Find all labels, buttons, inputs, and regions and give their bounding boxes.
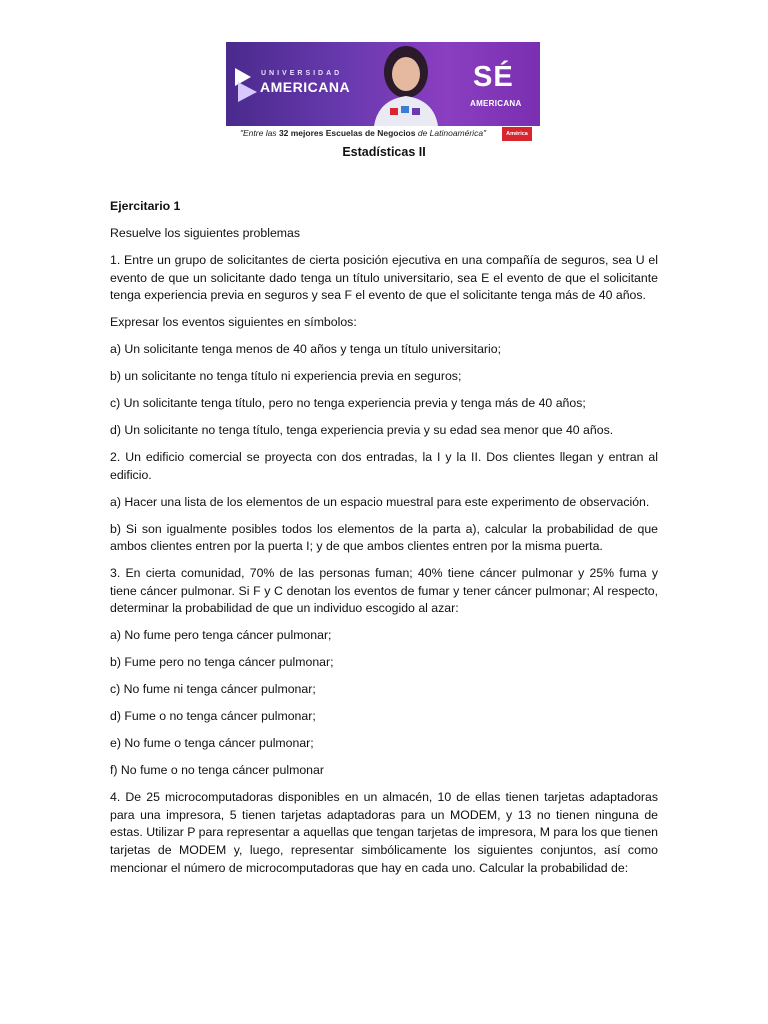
slogan-americana: AMERICANA bbox=[470, 99, 522, 108]
student-photo bbox=[356, 42, 456, 126]
university-small-label: UNIVERSIDAD bbox=[261, 70, 343, 77]
tagline-post: de Latinoamérica" bbox=[415, 128, 487, 138]
problem-2-a: a) Hacer una lista de los elementos de un espacio muestral para este experimento de observación. bbox=[110, 494, 650, 509]
slogan-se: SÉ bbox=[473, 61, 514, 93]
problem-3-e: e) No fume o tenga cáncer pulmonar; bbox=[110, 736, 314, 751]
instruction: Resuelve los siguientes problemas bbox=[110, 225, 301, 240]
tagline bbox=[240, 128, 486, 138]
problem-3: 3. En cierta comunidad, 70% de las personas fuman; 40% tiene cáncer pulmonar y 25% fuma y tiene cáncer pulmonar. Si F y C denotan los eventos de fumar y tener cáncer pulmonar; Al respecto, determinar la probabilidad de que un individuo escogido al azar: bbox=[110, 566, 658, 616]
problem-1-prompt: Expresar los eventos siguientes en símbolos: bbox=[110, 315, 357, 330]
problem-3-a: a) No fume pero tenga cáncer pulmonar; bbox=[110, 628, 332, 643]
problem-1-a: a) Un solicitante tenga menos de 40 años y tenga un título universitario; bbox=[110, 342, 502, 357]
header-banner bbox=[226, 42, 540, 126]
problem-1-c: c) Un solicitante tenga título, pero no tenga experiencia previa y tenga más de 40 años; bbox=[110, 396, 586, 411]
problem-2-b: b) Si son igualmente posibles todos los elementos de la parta a), calcular la probabilidad de que ambos clientes entren por la puerta I; y de que ambos clientes entren por la misma puerta. bbox=[110, 521, 658, 554]
section-heading: Ejercitario 1 bbox=[110, 199, 181, 213]
tagline-pre: "Entre las bbox=[240, 128, 279, 138]
problem-1: 1. Entre un grupo de solicitantes de cierta posición ejecutiva en una compañía de seguros, sea U el evento de que un solicitante dado tenga un título universitario, sea E el evento de que el solicitante tenga experiencia previa en seguros y sea F el evento de que el solicitante tenga más de 40 años. bbox=[110, 252, 658, 303]
problem-3-b: b) Fume pero no tenga cáncer pulmonar; bbox=[110, 655, 334, 670]
tagline-bold: 32 mejores Escuelas de Negocios bbox=[278, 128, 416, 138]
document-body bbox=[110, 198, 658, 887]
university-logo-icon bbox=[235, 68, 259, 102]
problem-1-d: d) Un solicitante no tenga título, tenga experiencia previa y su edad sea menor que 40 años. bbox=[110, 423, 614, 438]
university-name: AMERICANA bbox=[260, 79, 351, 95]
problem-1-b: b) un solicitante no tenga título ni experiencia previa en seguros; bbox=[110, 369, 462, 384]
problem-3-c: c) No fume ni tenga cáncer pulmonar; bbox=[110, 682, 316, 697]
document-title: Estadísticas II bbox=[342, 145, 426, 159]
problem-4: 4. De 25 microcomputadoras disponibles en un almacén, 10 de ellas tienen tarjetas adaptadoras para una impresora, 5 tienen tarjetas adaptadoras para un MODEM, y 13 no tienen ninguna de estas. Utilizar P para representar a aquellas que tengan tarjetas de impresora, M para los que tienen tarjetas de MODEM y, luego, representar simbólicamente los siguientes conjuntos, así como mencionar el número de microcomputadoras que hay en cada uno. Calcular la probabilidad de: bbox=[110, 790, 658, 875]
problem-3-f: f) No fume o no tenga cáncer pulmonar bbox=[110, 763, 324, 778]
ranking-badge: América Economía bbox=[502, 127, 532, 141]
problem-2: 2. Un edificio comercial se proyecta con dos entradas, la I y la II. Dos clientes llegan y entran al edificio. bbox=[110, 450, 658, 482]
problem-3-d: d) Fume o no tenga cáncer pulmonar; bbox=[110, 709, 316, 724]
